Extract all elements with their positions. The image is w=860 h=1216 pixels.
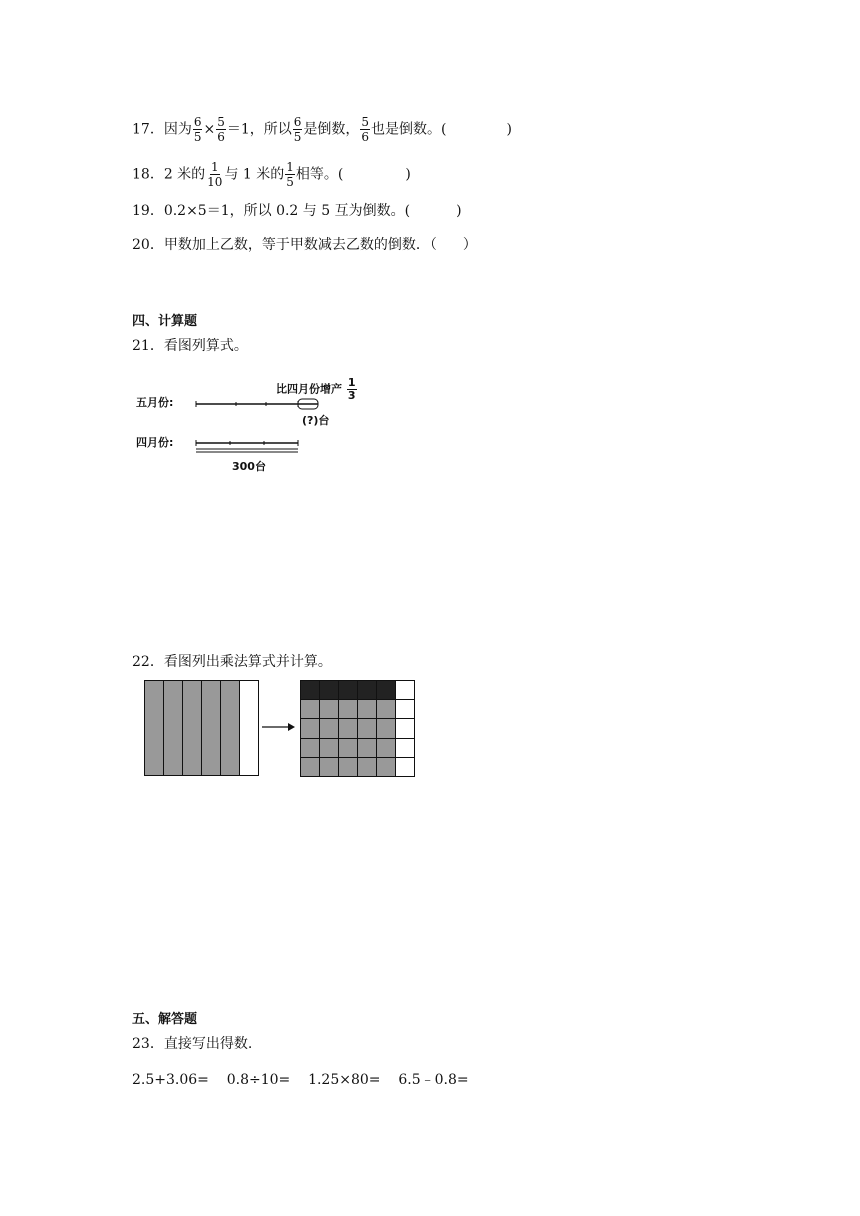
fraction: $\frac{5}{6}$ [361,115,370,144]
left-grid [144,680,258,776]
grid-column [163,680,183,776]
grid-cell [376,757,396,777]
grid-cell [300,738,320,758]
grid-column [201,680,221,776]
grid-cell [357,738,377,758]
diagram-lines [136,372,396,477]
grid-cell [319,738,339,758]
grid-cell [319,699,339,719]
grid-cell [319,680,339,700]
arrow-icon [262,717,296,737]
grid-cell [376,738,396,758]
fraction: $\frac{1}{5}$ [286,160,294,189]
question-20: 20．甲数加上乙数，等于甲数减去乙数的倒数．（ ） [132,237,477,253]
grid-cell [395,680,415,700]
grid-cell [376,699,396,719]
question-17: 17．因为 $\frac{6}{5}$ × $\frac{5}{6}$ ＝1，所以 $\frac{6}{5}$ 是倒数， $\frac{5}{6}$ 也是倒数。( ) [132,115,512,144]
unknown-label: (?)台 [302,414,330,427]
fraction: $\frac{1}{10}$ [207,160,223,189]
grid-cell [395,718,415,738]
grid-cell [338,718,358,738]
grid-cell [357,699,377,719]
q23-item: 2.5+3.06= [132,1072,209,1088]
grid-cell [395,757,415,777]
grid-cell [338,757,358,777]
grid-cell [395,699,415,719]
grid-cell [395,738,415,758]
fraction: $\frac{6}{5}$ [293,115,302,144]
grid-cell [338,738,358,758]
grid-cell [357,718,377,738]
grid-cell [300,757,320,777]
grid-cell [300,699,320,719]
q23-items [132,1070,469,1090]
grid-cell [300,680,320,700]
grid-column [144,680,164,776]
q23-item: 6.5﹣0.8= [398,1072,469,1088]
question-18: 18．2 米的 $\frac{1}{10}$ 与 1 米的 $\frac{1}{5}$ 相等。( ) [132,160,411,189]
section-5-title: 五、解答题 [132,1012,198,1027]
grid-cell [338,699,358,719]
may-label: 五月份: [136,396,174,409]
april-total-label: 300台 [232,460,266,473]
right-grid [300,680,414,776]
grid-column [182,680,202,776]
q23-item: 0.8÷10= [226,1072,291,1088]
question-21: 21．看图列算式。 [132,338,248,354]
grid-cell [357,757,377,777]
question-23: 23．直接写出得数. [132,1036,253,1052]
section-4-title: 四、计算题 [132,314,198,329]
april-label: 四月份: [136,436,174,449]
fraction: $\frac{5}{6}$ [217,115,225,144]
grid-cell [319,757,339,777]
grid-cell [376,718,396,738]
fraction: $\frac{6}{5}$ [193,115,202,144]
grid-cell [300,718,320,738]
grid-cell [376,680,396,700]
q23-item: 1.25×80= [308,1072,381,1088]
grid-cell [319,718,339,738]
question-19: 19．0.2×5＝1，所以 0.2 与 5 互为倒数。( ) [132,203,462,219]
grid-cell [357,680,377,700]
question-22: 22．看图列出乘法算式并计算。 [132,654,332,670]
grid-column [239,680,259,776]
segment-diagram [136,372,396,477]
grid-column [220,680,240,776]
increase-label: 比四月份增产 $\frac{1}{3}$ [276,376,356,402]
q17-prefix: 17．因为 [132,121,192,138]
grid-cell [338,680,358,700]
